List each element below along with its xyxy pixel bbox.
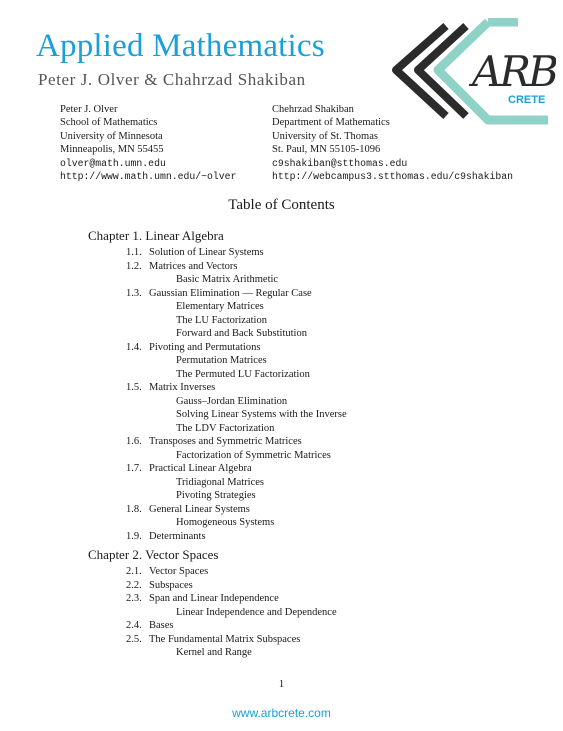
toc-section-title: General Linear Systems — [149, 503, 250, 515]
toc-section[interactable] — [88, 260, 528, 274]
toc-section-number: 1.1. — [126, 247, 142, 258]
toc-section-number: 2.4. — [126, 620, 142, 631]
address-url[interactable]: http://www.math.umn.edu/~olver — [60, 171, 237, 183]
toc-section-number: 2.2. — [126, 579, 142, 591]
address-email[interactable]: c9shakiban@stthomas.edu — [272, 157, 408, 169]
toc-section-number: 1.4. — [126, 341, 142, 353]
toc-section-title: Solution of Linear Systems — [149, 247, 264, 258]
logo-tag: CRETE — [508, 94, 546, 106]
toc-section-number: 2.5. — [126, 633, 142, 645]
toc-section[interactable] — [88, 619, 528, 633]
toc-section-title: Matrix Inverses — [149, 382, 216, 393]
toc-section[interactable] — [88, 341, 528, 355]
toc-section-number: 1.5. — [126, 382, 142, 393]
toc-subsection[interactable]: Linear Independence and Dependence — [176, 606, 337, 618]
address-name: Chehrzad Shakiban — [272, 104, 354, 115]
toc-section-number: 1.9. — [126, 530, 142, 542]
toc-section[interactable] — [88, 592, 528, 606]
toc-section-title: Determinants — [149, 530, 206, 542]
toc-section-title: Vector Spaces — [149, 566, 209, 577]
toc-chapter[interactable]: Chapter 1. Linear Algebra — [88, 228, 224, 243]
toc-section[interactable] — [88, 565, 528, 579]
toc-section-number: 2.1. — [126, 566, 142, 577]
document-title: Applied Mathematics — [36, 28, 325, 64]
toc-chapter[interactable]: Chapter 2. Vector Spaces — [88, 547, 219, 562]
author-line: Peter J. Olver & Chahrzad Shakiban — [38, 70, 306, 89]
toc-section[interactable] — [88, 530, 528, 544]
toc-section-title: Gaussian Elimination — Regular Case — [149, 287, 312, 299]
toc-section-title: Bases — [149, 620, 174, 631]
toc-subsection[interactable]: Kernel and Range — [176, 647, 252, 658]
address-university: University of St. Thomas — [272, 130, 378, 142]
toc-section-list — [88, 246, 528, 543]
address-email[interactable]: olver@math.umn.edu — [60, 157, 166, 169]
toc-subsection[interactable]: The LDV Factorization — [176, 422, 275, 434]
toc-section-number: 2.3. — [126, 593, 142, 604]
toc-section-number: 1.2. — [126, 260, 142, 272]
toc-subsection[interactable]: Gauss–Jordan Elimination — [176, 395, 288, 407]
toc-subsection[interactable]: The Permuted LU Factorization — [176, 368, 310, 380]
author-address-olver — [60, 103, 236, 183]
toc-section-title: Matrices and Vectors — [149, 260, 238, 272]
toc-subsection[interactable]: Solving Linear Systems with the Inverse — [176, 409, 347, 420]
toc-section-number: 1.7. — [126, 463, 142, 474]
toc-section-title: Subspaces — [149, 579, 193, 591]
toc-section-title: The Fundamental Matrix Subspaces — [149, 633, 301, 645]
address-city: Minneapolis, MN 55455 — [60, 144, 164, 156]
toc-section-title: Practical Linear Algebra — [149, 463, 252, 474]
logo-word: ARB — [472, 47, 556, 96]
toc-section[interactable] — [88, 435, 528, 449]
toc-subsection[interactable]: Elementary Matrices — [176, 301, 264, 312]
author-address-shakiban — [272, 103, 513, 183]
toc-section[interactable] — [88, 462, 528, 476]
toc-section-title: Transposes and Symmetric Matrices — [149, 436, 302, 447]
page-number: 1 — [278, 678, 285, 690]
toc-section[interactable] — [88, 633, 528, 647]
address-department: Department of Mathematics — [272, 117, 390, 129]
toc-subsection[interactable]: Basic Matrix Arithmetic — [176, 274, 279, 285]
toc-heading: Table of Contents — [228, 197, 335, 213]
address-university: University of Minnesota — [60, 130, 163, 142]
toc-section-title: Span and Linear Independence — [149, 593, 279, 604]
toc-section[interactable] — [88, 287, 528, 301]
toc-section[interactable] — [88, 579, 528, 593]
toc-subsection[interactable]: Homogeneous Systems — [176, 517, 275, 528]
address-name: Peter J. Olver — [60, 104, 118, 115]
toc-section-number: 1.6. — [126, 436, 142, 447]
toc-subsection[interactable]: Permutation Matrices — [176, 355, 267, 366]
toc-section-number: 1.8. — [126, 503, 142, 515]
toc-subsection[interactable]: The LU Factorization — [176, 314, 267, 326]
toc-section-title: Pivoting and Permutations — [149, 341, 261, 353]
footer-url[interactable]: www.arbcrete.com — [232, 706, 331, 720]
toc-section[interactable] — [88, 503, 528, 517]
table-of-contents — [88, 228, 528, 664]
toc-section-list — [88, 565, 528, 660]
toc-subsection[interactable]: Tridiagonal Matrices — [176, 476, 264, 488]
toc-subsection[interactable]: Forward and Back Substitution — [176, 328, 307, 339]
toc-section[interactable] — [88, 381, 528, 395]
toc-section[interactable] — [88, 246, 528, 260]
address-department: School of Mathematics — [60, 117, 158, 129]
address-url[interactable]: http://webcampus3.stthomas.edu/c9shakiban — [272, 171, 514, 183]
toc-section-number: 1.3. — [126, 287, 142, 299]
toc-subsection[interactable]: Pivoting Strategies — [176, 490, 256, 501]
address-city: St. Paul, MN 55105-1096 — [272, 144, 381, 156]
toc-subsection[interactable]: Factorization of Symmetric Matrices — [176, 449, 331, 461]
